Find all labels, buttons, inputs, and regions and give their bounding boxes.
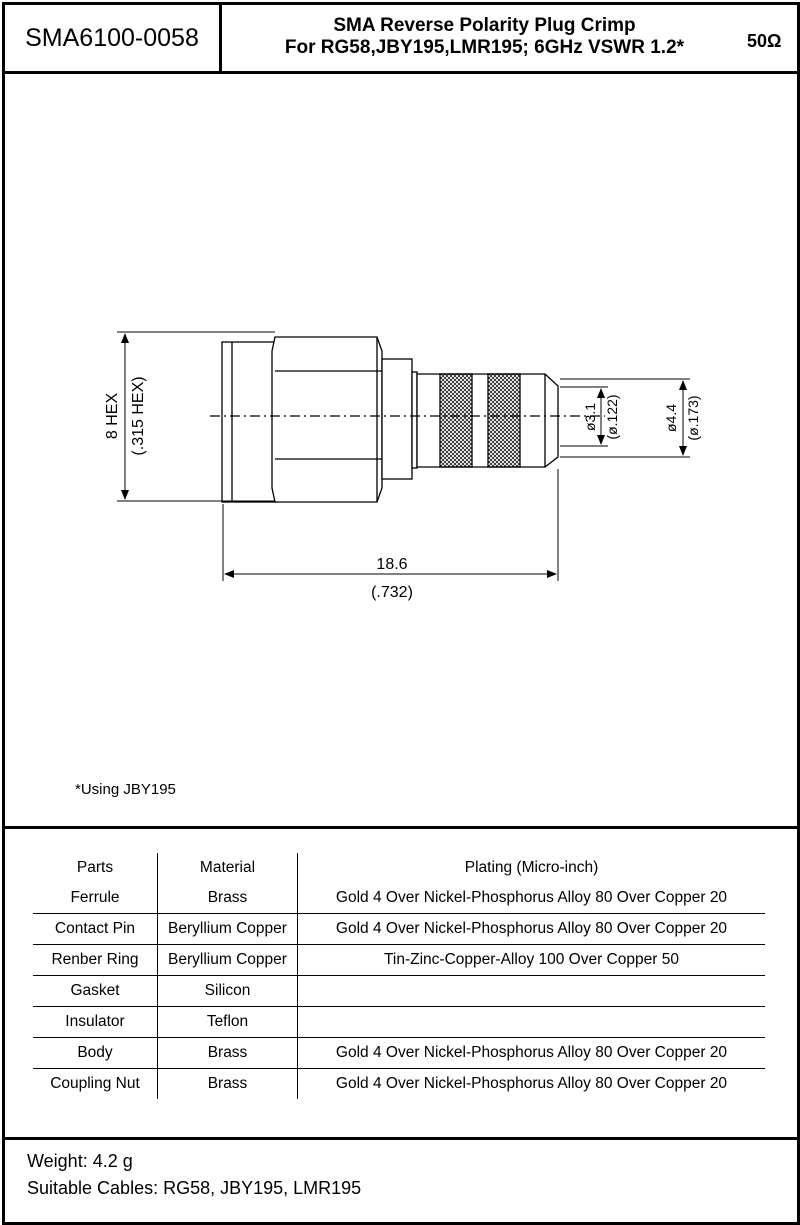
hex-dim-mm: 8 HEX	[104, 392, 121, 440]
cell-plating: Gold 4 Over Nickel-Phosphorus Alloy 80 Over Copper 20	[298, 883, 766, 914]
weight-text: Weight: 4.2 g	[27, 1151, 133, 1171]
cables-text: Suitable Cables: RG58, JBY195, LMR195	[27, 1178, 362, 1198]
cell-plating: Gold 4 Over Nickel-Phosphorus Alloy 80 Over Copper 20	[298, 1069, 766, 1100]
impedance: 50Ω	[747, 31, 782, 51]
inner-dia-in: (ø.122)	[604, 394, 620, 440]
table-row	[33, 883, 765, 914]
table-row	[33, 945, 765, 976]
divider-top	[5, 826, 797, 829]
cell-part: Coupling Nut	[50, 1075, 140, 1092]
header-parts: Parts	[76, 859, 114, 876]
cell-part: Ferrule	[70, 889, 120, 906]
drawing-frame	[2, 2, 800, 1225]
knurl-band-2	[488, 374, 520, 467]
technical-drawing	[5, 74, 797, 827]
connector-drawing	[5, 74, 797, 827]
nut-front-face	[222, 342, 277, 502]
hex-dim-in: (.315 HEX)	[130, 376, 147, 456]
cell-material: Teflon	[158, 1007, 298, 1038]
table-header-row	[33, 853, 765, 883]
knurl-band-1	[440, 374, 472, 467]
header-plating: Plating (Micro-inch)	[298, 853, 766, 883]
cell-plating	[298, 976, 766, 1007]
body-collar	[382, 359, 412, 479]
table-row	[33, 1007, 765, 1038]
cell-plating: Gold 4 Over Nickel-Phosphorus Alloy 80 Over Copper 20	[298, 914, 766, 945]
table-row	[33, 1038, 765, 1069]
divider-bottom	[5, 1137, 797, 1140]
cell-part: Gasket	[70, 982, 120, 999]
title-line-2: For RG58,JBY195,LMR195; 6GHz VSWR 1.2*	[284, 37, 685, 58]
cell-plating: Gold 4 Over Nickel-Phosphorus Alloy 80 Over Copper 20	[298, 1038, 766, 1069]
cell-material: Beryllium Copper	[158, 914, 298, 945]
cell-part: Body	[77, 1044, 113, 1061]
inner-dia-mm: ø3.1	[582, 402, 598, 432]
length-dim-in: (.732)	[371, 584, 413, 601]
cell-material: Brass	[158, 1069, 298, 1100]
hex-nut	[272, 337, 382, 502]
cell-part: Renber Ring	[51, 951, 139, 968]
drawing-note: *Using JBY195	[75, 781, 176, 798]
part-number: SMA6100-0058	[5, 5, 222, 71]
cell-part: Contact Pin	[54, 920, 136, 937]
outer-dia-in: (ø.173)	[685, 395, 701, 441]
length-dim-mm: 18.6	[376, 556, 408, 573]
table-row	[33, 914, 765, 945]
title	[222, 15, 747, 59]
title-block	[5, 5, 797, 74]
cell-material: Beryllium Copper	[158, 945, 298, 976]
title-line-1: SMA Reverse Polarity Plug Crimp	[333, 15, 636, 36]
cell-part: Insulator	[65, 1013, 125, 1030]
outer-dia-mm: ø4.4	[663, 403, 679, 433]
table-row	[33, 976, 765, 1007]
table-row	[33, 1069, 765, 1100]
parts-table	[33, 853, 765, 1099]
cell-plating: Tin-Zinc-Copper-Alloy 100 Over Copper 50	[298, 945, 766, 976]
cell-material: Silicon	[158, 976, 298, 1007]
cell-material: Brass	[158, 1038, 298, 1069]
cell-plating	[298, 1007, 766, 1038]
cell-material: Brass	[158, 883, 298, 914]
header-material: Material	[158, 853, 298, 883]
